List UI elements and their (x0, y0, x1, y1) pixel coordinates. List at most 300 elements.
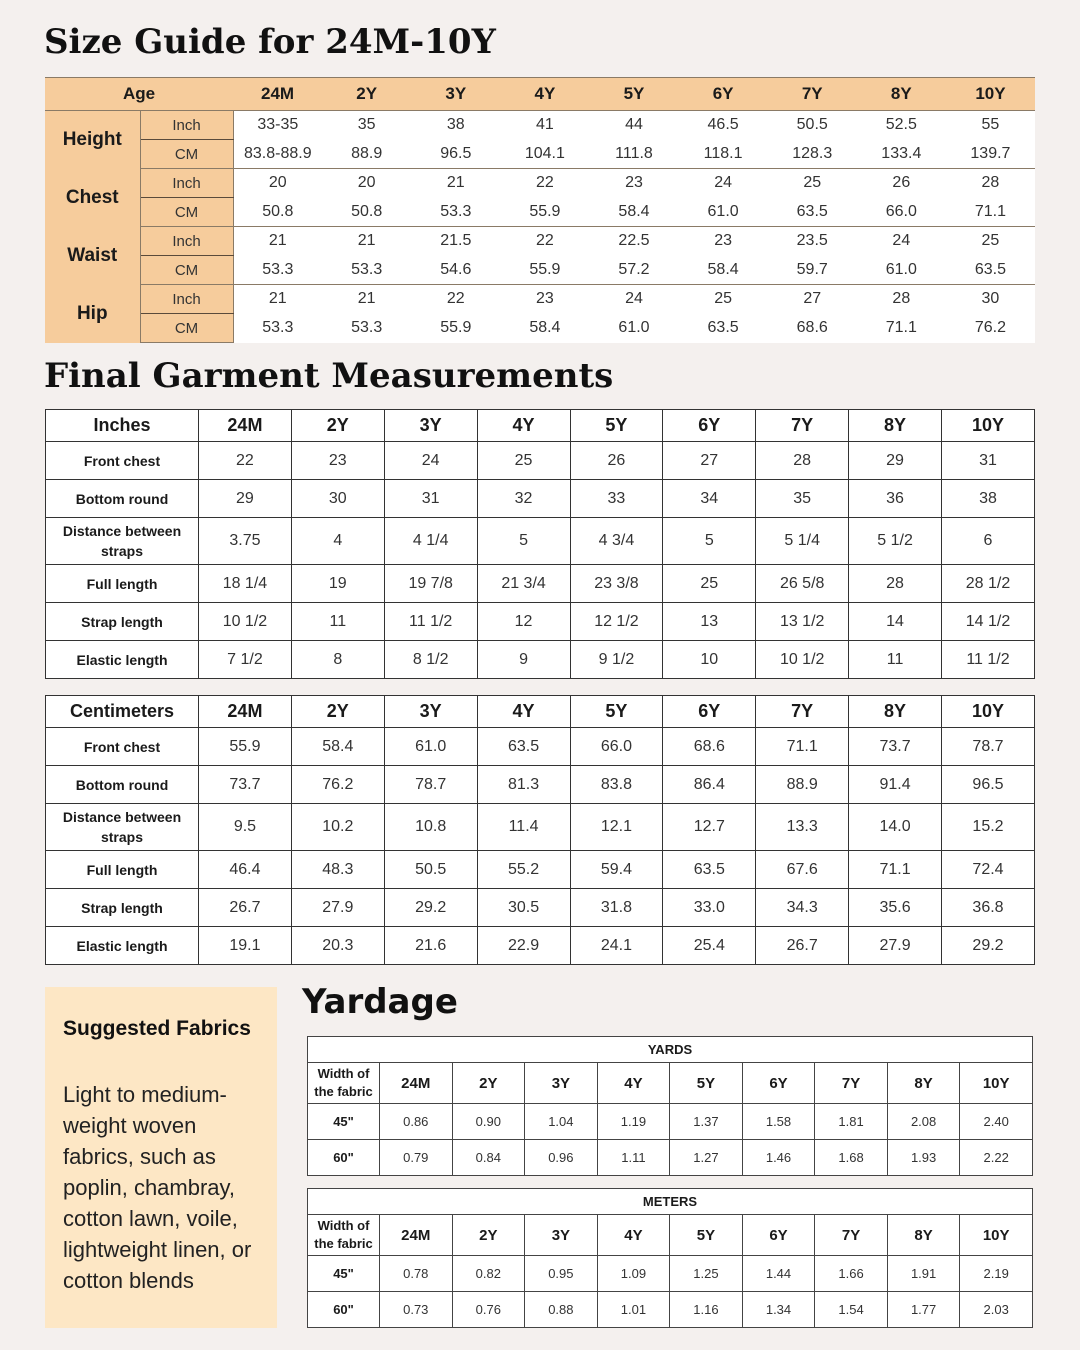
size-value: 71.1 (885, 319, 917, 336)
measurement-value: 28 (849, 565, 942, 603)
measurement-value: 61.0 (384, 728, 477, 766)
yardage-value: 0.78 (380, 1256, 453, 1292)
measurement-row (46, 565, 1035, 603)
measurement-value: 29 (849, 442, 942, 480)
measurement-value: 8 (291, 641, 384, 679)
yardage-row (308, 1140, 1033, 1176)
size-header: 5Y (670, 1215, 743, 1256)
size-value: 63.5 (768, 198, 857, 227)
measurement-label: Front chest (46, 728, 199, 766)
yardage-value: 1.44 (742, 1256, 815, 1292)
measurement-value: 22.9 (477, 927, 570, 965)
measurement-value: 29.2 (384, 889, 477, 927)
yardage-value: 1.04 (525, 1104, 598, 1140)
measurement-value: 48.3 (291, 851, 384, 889)
measurement-value: 26 5/8 (756, 565, 849, 603)
measurement-value: 21 3/4 (477, 565, 570, 603)
measurement-value: 11 (849, 641, 942, 679)
size-value: 23 (625, 174, 643, 192)
measurement-label: Elastic length (46, 927, 199, 965)
size-value: 25 (714, 290, 732, 308)
size-header: 2Y (291, 696, 384, 728)
size-value: 21.5 (440, 232, 472, 250)
measurement-value: 12 (477, 603, 570, 641)
size-value: 21 (357, 290, 376, 308)
size-value: 46.5 (707, 116, 739, 134)
yardage-value: 2.22 (960, 1140, 1033, 1176)
yards-table (307, 1036, 1033, 1176)
measurement-value: 73.7 (849, 728, 942, 766)
measurement-value: 31 (384, 480, 477, 518)
size-value: 52.5 (885, 116, 917, 134)
size-value: 20 (268, 174, 287, 192)
measurement-value: 10 1/2 (756, 641, 849, 679)
yardage-value: 2.40 (960, 1104, 1033, 1140)
measurement-value: 11.4 (477, 804, 570, 851)
size-guide-row (45, 140, 1035, 169)
size-value: 22.5 (618, 232, 650, 250)
yardage-value: 1.25 (670, 1256, 743, 1292)
measurement-value: 13 1/2 (756, 603, 849, 641)
unit-label: Inch (140, 227, 233, 256)
measurement-value: 63.5 (477, 728, 570, 766)
yardage-value: 0.95 (525, 1256, 598, 1292)
measurement-value: 28 (756, 442, 849, 480)
size-value: 53.3 (351, 319, 383, 336)
size-value: 76.2 (974, 319, 1006, 336)
size-guide-row (45, 198, 1035, 227)
size-value: 58.4 (679, 256, 768, 285)
fabric-width-label: 45" (308, 1256, 380, 1292)
measurement-value: 23 (291, 442, 384, 480)
yardage-value: 1.27 (670, 1140, 743, 1176)
size-header: 2Y (322, 78, 411, 111)
measurement-value: 36.8 (942, 889, 1035, 927)
size-value: 63.5 (946, 256, 1035, 285)
measurement-label: Distance between straps (46, 518, 199, 565)
measurement-value: 32 (477, 480, 570, 518)
size-value: 83.8-88.9 (233, 140, 322, 169)
measurement-value: 34.3 (756, 889, 849, 927)
size-value: 61.0 (857, 256, 946, 285)
measurement-value: 72.4 (942, 851, 1035, 889)
measurement-value: 20.3 (291, 927, 384, 965)
size-header: 8Y (849, 696, 942, 728)
measure-label: Waist (45, 227, 140, 285)
fabric-width-label: 60" (308, 1140, 380, 1176)
size-header: 10Y (942, 696, 1035, 728)
size-header: 4Y (597, 1063, 670, 1104)
measurement-value: 88.9 (756, 766, 849, 804)
measurement-value: 21.6 (384, 927, 477, 965)
size-header: 10Y (946, 78, 1035, 111)
measurement-value: 35.6 (849, 889, 942, 927)
measurement-value: 12 1/2 (570, 603, 663, 641)
measurement-row (46, 603, 1035, 641)
size-value: 55.9 (440, 319, 472, 336)
measurement-value: 8 1/2 (384, 641, 477, 679)
yardage-value: 2.08 (887, 1104, 960, 1140)
size-value: 24 (892, 232, 911, 250)
size-value: 50.8 (322, 198, 411, 227)
yardage-value: 0.90 (452, 1104, 525, 1140)
size-guide-row (45, 111, 1035, 140)
unit-label: CM (140, 140, 233, 169)
yardage-value: 0.79 (380, 1140, 453, 1176)
size-header: 5Y (589, 78, 678, 111)
garment-measurements-title: Final Garment Measurements (44, 356, 614, 396)
measurement-value: 19 (291, 565, 384, 603)
measurement-value: 31 (942, 442, 1035, 480)
fabric-width-header: Width of the fabric (308, 1063, 380, 1104)
measurement-value: 68.6 (663, 728, 756, 766)
size-header: 24M (380, 1063, 453, 1104)
size-value: 55.9 (500, 198, 589, 227)
yardage-value: 2.19 (960, 1256, 1033, 1292)
measurement-value: 11 (291, 603, 384, 641)
fabric-width-header: Width of the fabric (308, 1215, 380, 1256)
size-value: 71.1 (946, 198, 1035, 227)
measurement-value: 25.4 (663, 927, 756, 965)
measurement-value: 59.4 (570, 851, 663, 889)
size-header: 7Y (815, 1215, 888, 1256)
measurement-value: 23 3/8 (570, 565, 663, 603)
yardage-value: 0.73 (380, 1292, 453, 1328)
size-value: 22 (446, 290, 465, 308)
measurement-label: Distance between straps (46, 804, 199, 851)
fabric-width-label: 60" (308, 1292, 380, 1328)
size-value: 24 (625, 290, 643, 308)
measurement-label: Full length (46, 565, 199, 603)
unit-label: CM (140, 256, 233, 285)
size-value: 50.5 (796, 116, 828, 134)
size-value: 28 (981, 174, 1000, 192)
size-value: 57.2 (589, 256, 678, 285)
size-value: 111.8 (589, 140, 678, 169)
size-header: 5Y (570, 696, 663, 728)
size-value: 63.5 (707, 319, 739, 336)
measurement-value: 9.5 (199, 804, 292, 851)
measurement-value: 27.9 (291, 889, 384, 927)
measurement-label: Strap length (46, 603, 199, 641)
measurement-value: 14 (849, 603, 942, 641)
size-header: 2Y (452, 1063, 525, 1104)
yardage-value: 1.93 (887, 1140, 960, 1176)
size-value: 68.6 (796, 319, 828, 336)
size-guide-row (45, 227, 1035, 256)
measurement-value: 50.5 (384, 851, 477, 889)
measurement-value: 12.7 (663, 804, 756, 851)
measure-label: Hip (45, 285, 140, 343)
measurement-value: 26.7 (199, 889, 292, 927)
measurement-value: 4 3/4 (570, 518, 663, 565)
size-header: 6Y (679, 78, 768, 111)
measurement-value: 66.0 (570, 728, 663, 766)
size-value: 88.9 (322, 140, 411, 169)
size-value: 23 (535, 290, 554, 308)
size-value: 30 (981, 290, 1000, 308)
yardage-value: 0.96 (525, 1140, 598, 1176)
measurement-value: 14 1/2 (942, 603, 1035, 641)
measurement-row (46, 927, 1035, 965)
suggested-fabrics-text: Light to medium-weight woven fabrics, such as poplin, chambray, cotton lawn, voile, lightweight linen, or cotton blends (63, 1082, 252, 1293)
yardage-value: 1.77 (887, 1292, 960, 1328)
size-value: 44 (625, 116, 643, 134)
size-value: 59.7 (768, 256, 857, 285)
size-value: 54.6 (411, 256, 500, 285)
inches-measurements-table (45, 409, 1035, 679)
measurement-value: 91.4 (849, 766, 942, 804)
size-value: 53.3 (411, 198, 500, 227)
unit-label: CM (140, 198, 233, 227)
measurement-value: 38 (942, 480, 1035, 518)
yards-caption: YARDS (308, 1037, 1033, 1063)
measurement-value: 19 7/8 (384, 565, 477, 603)
yardage-value: 1.16 (670, 1292, 743, 1328)
size-header: 6Y (663, 696, 756, 728)
measurement-row (46, 804, 1035, 851)
yardage-value: 1.19 (597, 1104, 670, 1140)
measurement-value: 29 (199, 480, 292, 518)
measurement-value: 73.7 (199, 766, 292, 804)
measurement-row (46, 728, 1035, 766)
measurement-value: 25 (477, 442, 570, 480)
size-value: 55.9 (500, 256, 589, 285)
size-header: 7Y (815, 1063, 888, 1104)
size-header: 3Y (384, 696, 477, 728)
measurement-value: 96.5 (942, 766, 1035, 804)
yardage-value: 0.82 (452, 1256, 525, 1292)
measurement-value: 28 1/2 (942, 565, 1035, 603)
measurement-row (46, 641, 1035, 679)
meters-caption: METERS (308, 1189, 1033, 1215)
measurement-value: 36 (849, 480, 942, 518)
measurement-value: 71.1 (849, 851, 942, 889)
unit-label: Inch (140, 111, 233, 140)
yardage-value: 1.66 (815, 1256, 888, 1292)
size-value: 24 (714, 174, 732, 192)
measurement-value: 5 1/4 (756, 518, 849, 565)
measurement-value: 27 (663, 442, 756, 480)
measurement-value: 34 (663, 480, 756, 518)
measurement-value: 7 1/2 (199, 641, 292, 679)
measurement-value: 4 1/4 (384, 518, 477, 565)
measurement-value: 58.4 (291, 728, 384, 766)
fabric-width-label: 45" (308, 1104, 380, 1140)
measurement-value: 83.8 (570, 766, 663, 804)
measurement-value: 71.1 (756, 728, 849, 766)
yardage-value: 1.68 (815, 1140, 888, 1176)
measurement-value: 24.1 (570, 927, 663, 965)
size-header: 8Y (887, 1215, 960, 1256)
measurement-value: 11 1/2 (384, 603, 477, 641)
measurement-value: 6 (942, 518, 1035, 565)
size-header: 8Y (849, 410, 942, 442)
measurement-value: 12.1 (570, 804, 663, 851)
measurement-value: 5 1/2 (849, 518, 942, 565)
measurement-value: 18 1/4 (199, 565, 292, 603)
size-value: 53.3 (233, 256, 322, 285)
size-value: 139.7 (946, 140, 1035, 169)
yardage-value: 0.84 (452, 1140, 525, 1176)
size-value: 26 (892, 174, 911, 192)
unit-header: Centimeters (46, 696, 199, 728)
size-value: 53.3 (322, 256, 411, 285)
measurement-row (46, 851, 1035, 889)
measurement-value: 13 (663, 603, 756, 641)
measurement-label: Elastic length (46, 641, 199, 679)
measurement-row (46, 889, 1035, 927)
size-value: 20 (357, 174, 376, 192)
measurement-value: 10 1/2 (199, 603, 292, 641)
size-header: 10Y (960, 1063, 1033, 1104)
size-value: 23.5 (796, 232, 828, 250)
measurement-value: 81.3 (477, 766, 570, 804)
yardage-title: Yardage (302, 982, 458, 1022)
size-value: 66.0 (857, 198, 946, 227)
yardage-value: 1.37 (670, 1104, 743, 1140)
unit-label: Inch (140, 169, 233, 198)
measurement-value: 10.8 (384, 804, 477, 851)
size-value: 118.1 (679, 140, 768, 169)
size-header: 24M (199, 696, 292, 728)
size-guide-row (45, 285, 1035, 314)
measure-label: Chest (45, 169, 140, 227)
measurement-value: 10.2 (291, 804, 384, 851)
size-value: 50.8 (233, 198, 322, 227)
yardage-row (308, 1256, 1033, 1292)
size-header: 4Y (477, 696, 570, 728)
measurement-value: 33 (570, 480, 663, 518)
size-header: 24M (233, 78, 322, 111)
measurement-value: 25 (663, 565, 756, 603)
measurement-value: 86.4 (663, 766, 756, 804)
size-header: 5Y (570, 410, 663, 442)
size-value: 41 (535, 116, 554, 134)
measurement-label: Bottom round (46, 480, 199, 518)
size-header: 4Y (597, 1215, 670, 1256)
size-value: 96.5 (411, 140, 500, 169)
centimeters-measurements-table (45, 695, 1035, 965)
measurement-value: 30.5 (477, 889, 570, 927)
size-value: 53.3 (262, 319, 294, 336)
size-value: 25 (803, 174, 822, 192)
size-header: 6Y (742, 1215, 815, 1256)
size-header: 3Y (384, 410, 477, 442)
size-value: 61.0 (618, 319, 650, 336)
size-guide-title: Size Guide for 24M-10Y (44, 22, 496, 62)
size-value: 61.0 (679, 198, 768, 227)
yardage-value: 1.58 (742, 1104, 815, 1140)
measurement-value: 76.2 (291, 766, 384, 804)
measurement-value: 24 (384, 442, 477, 480)
size-header: 3Y (525, 1063, 598, 1104)
size-value: 22 (535, 174, 554, 192)
size-value: 104.1 (500, 140, 589, 169)
size-value: 21 (446, 174, 465, 192)
size-header: 4Y (500, 78, 589, 111)
measurement-value: 35 (756, 480, 849, 518)
measurement-value: 30 (291, 480, 384, 518)
yardage-value: 0.76 (452, 1292, 525, 1328)
measurement-value: 55.2 (477, 851, 570, 889)
measurement-value: 22 (199, 442, 292, 480)
suggested-fabrics-panel (45, 987, 277, 1328)
measurement-value: 27.9 (849, 927, 942, 965)
size-guide-row (45, 169, 1035, 198)
yardage-row (308, 1292, 1033, 1328)
size-header: 7Y (768, 78, 857, 111)
size-guide-row (45, 314, 1035, 343)
suggested-fabrics-title: Suggested Fabrics (63, 1017, 251, 1040)
meters-table (307, 1188, 1033, 1328)
measurement-value: 9 (477, 641, 570, 679)
measurement-value: 26.7 (756, 927, 849, 965)
measurement-value: 55.9 (199, 728, 292, 766)
yardage-row (308, 1104, 1033, 1140)
measurement-value: 10 (663, 641, 756, 679)
size-header: 6Y (742, 1063, 815, 1104)
measurement-value: 5 (477, 518, 570, 565)
measurement-value: 78.7 (942, 728, 1035, 766)
measurement-row (46, 518, 1035, 565)
yardage-value: 1.54 (815, 1292, 888, 1328)
size-value: 21 (357, 232, 376, 250)
size-value: 133.4 (857, 140, 946, 169)
size-header: 8Y (887, 1063, 960, 1104)
measurement-label: Bottom round (46, 766, 199, 804)
size-value: 28 (892, 290, 911, 308)
measurement-value: 26 (570, 442, 663, 480)
size-header: 10Y (942, 410, 1035, 442)
yardage-value: 1.01 (597, 1292, 670, 1328)
unit-label: CM (140, 314, 233, 343)
measurement-value: 3.75 (199, 518, 292, 565)
measurement-value: 9 1/2 (570, 641, 663, 679)
size-value: 38 (446, 116, 465, 134)
size-header: 5Y (670, 1063, 743, 1104)
measurement-row (46, 766, 1035, 804)
size-header: 10Y (960, 1215, 1033, 1256)
measurement-value: 67.6 (756, 851, 849, 889)
size-header: 7Y (756, 696, 849, 728)
size-header: 8Y (857, 78, 946, 111)
measurement-value: 63.5 (663, 851, 756, 889)
age-header: Age (45, 78, 233, 111)
yardage-value: 0.88 (525, 1292, 598, 1328)
size-guide-row (45, 256, 1035, 285)
measurement-value: 31.8 (570, 889, 663, 927)
measurement-label: Full length (46, 851, 199, 889)
yardage-value: 1.46 (742, 1140, 815, 1176)
size-value: 58.4 (529, 319, 561, 336)
yardage-value: 1.34 (742, 1292, 815, 1328)
size-guide-table (45, 77, 1035, 343)
yardage-value: 2.03 (960, 1292, 1033, 1328)
yardage-value: 1.81 (815, 1104, 888, 1140)
measurement-value: 13.3 (756, 804, 849, 851)
size-header: 7Y (756, 410, 849, 442)
size-header: 3Y (411, 78, 500, 111)
measurement-value: 11 1/2 (942, 641, 1035, 679)
yardage-value: 1.91 (887, 1256, 960, 1292)
size-value: 21 (268, 290, 287, 308)
measurement-label: Front chest (46, 442, 199, 480)
size-header: 4Y (477, 410, 570, 442)
measurement-row (46, 442, 1035, 480)
unit-label: Inch (140, 285, 233, 314)
measurement-value: 14.0 (849, 804, 942, 851)
